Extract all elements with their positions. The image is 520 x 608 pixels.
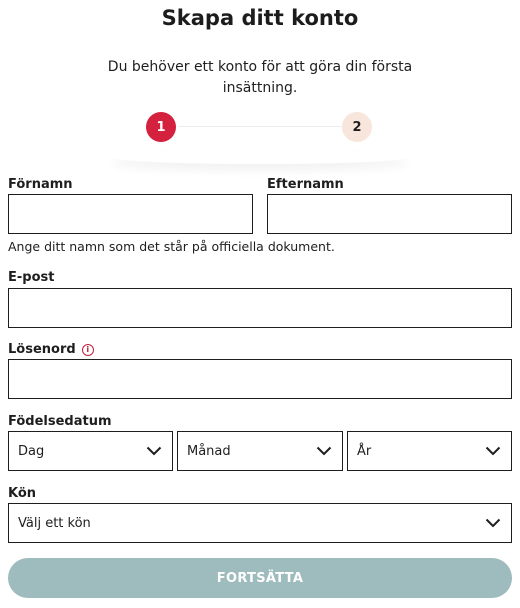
- name-hint-text: Ange ditt namn som det står på officiella dokument.: [8, 239, 335, 254]
- password-label-text: Lösenord: [8, 342, 76, 357]
- gender-value: Välj ett kön: [18, 515, 91, 531]
- chevron-down-icon: [316, 446, 332, 456]
- gender-label: [8, 486, 36, 501]
- continue-button[interactable]: FORTSÄTTA: [8, 558, 512, 598]
- chevron-down-icon: [485, 518, 501, 528]
- birth-year-value: År: [357, 443, 372, 459]
- last-name-label: [267, 177, 344, 192]
- info-circle-icon[interactable]: i: [82, 344, 94, 356]
- last-name-label-text: Efternamn: [267, 177, 344, 192]
- first-name-label: [8, 177, 73, 192]
- birth-month-select[interactable]: [177, 431, 343, 471]
- password-field-wrapper: [8, 359, 512, 399]
- gender-select[interactable]: [8, 503, 512, 543]
- gender-label-text: Kön: [8, 486, 37, 501]
- chevron-down-icon: [146, 446, 162, 456]
- email-label: [8, 270, 54, 285]
- birth-month-value: Månad: [187, 443, 231, 459]
- birth-day-value: Dag: [18, 443, 45, 459]
- birth-year-select[interactable]: [347, 431, 512, 471]
- birthdate-label: [8, 414, 112, 429]
- last-name-field-wrapper: [267, 194, 512, 234]
- last-name-input[interactable]: [268, 195, 511, 233]
- birthdate-label-text: Födelsedatum: [8, 414, 112, 429]
- password-input[interactable]: [9, 360, 511, 398]
- birth-day-select[interactable]: [8, 431, 173, 471]
- first-name-label-text: Förnamn: [8, 177, 73, 192]
- first-name-input[interactable]: [9, 195, 252, 233]
- email-field-wrapper: [8, 288, 512, 328]
- stepper-line: [178, 126, 342, 127]
- page-subtitle: Du behöver ett konto för att göra din första insättning.: [107, 59, 413, 96]
- step-2-indicator: 2: [342, 112, 372, 142]
- stepper-shadow: [110, 150, 410, 164]
- chevron-down-icon: [485, 446, 501, 456]
- step-1-indicator: 1: [146, 112, 176, 142]
- email-label-text: E-post: [8, 270, 55, 285]
- first-name-field-wrapper: [8, 194, 253, 234]
- page-title: Skapa ditt konto: [161, 6, 359, 30]
- email-input[interactable]: [9, 289, 511, 327]
- password-label: [8, 342, 94, 357]
